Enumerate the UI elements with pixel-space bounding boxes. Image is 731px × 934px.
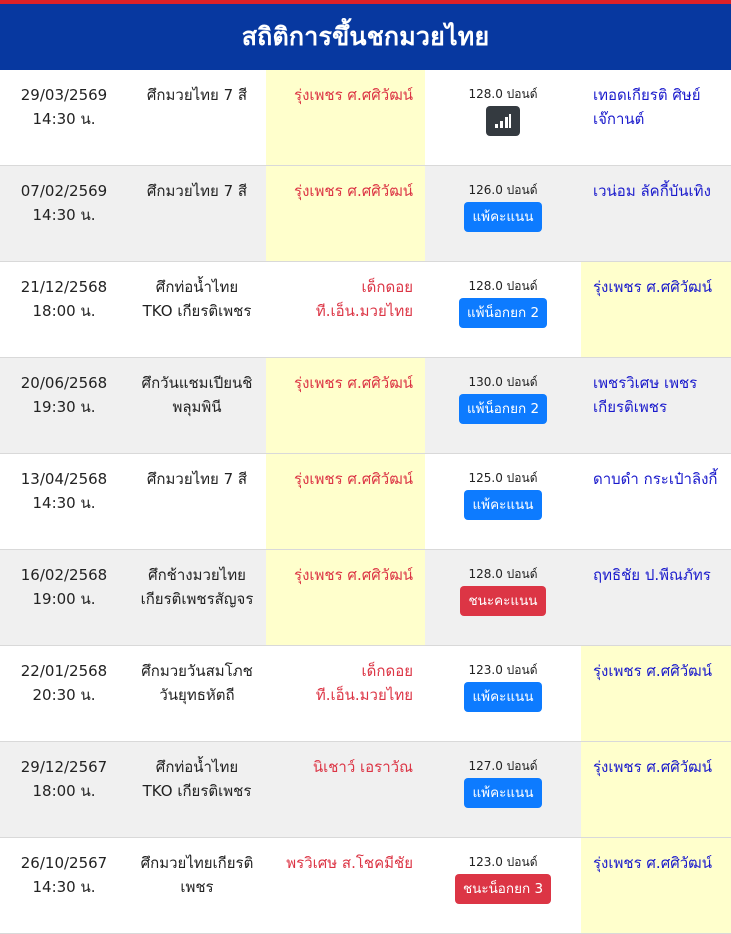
- result-holder: [425, 678, 581, 712]
- weight-result-cell: [425, 70, 581, 166]
- blue-corner-fighter-cell[interactable]: [581, 70, 731, 166]
- red-corner-fighter-cell[interactable]: [266, 70, 425, 166]
- result-holder: [425, 198, 581, 232]
- fight-time: 14:30 น.: [32, 494, 96, 512]
- fight-date: 29/03/2569: [20, 86, 108, 104]
- result-badge[interactable]: ชนะคะแนน: [460, 586, 545, 616]
- event-name-cell: [128, 646, 266, 742]
- result-holder: [425, 390, 581, 424]
- weight-result-cell: [425, 838, 581, 934]
- weight-class: 128.0 ปอนด์: [468, 279, 538, 293]
- red-corner-fighter-cell[interactable]: [266, 358, 425, 454]
- weight-result-cell: [425, 550, 581, 646]
- fighter-name: เกียรติเพชร: [593, 398, 668, 416]
- result-badge[interactable]: ชนะน็อกยก 3: [455, 874, 551, 904]
- fighter-name: ฤทธิชัย ป.พีณภัทร: [593, 566, 711, 584]
- weight-class: 128.0 ปอนด์: [468, 87, 538, 101]
- table-row: [0, 70, 731, 166]
- fighter-name: นิเชาว์ เอราวัณ: [312, 758, 413, 776]
- fight-date-cell: [0, 646, 128, 742]
- blue-corner-fighter-cell[interactable]: [581, 166, 731, 262]
- fighter-name: ที.เอ็น.มวยไทย: [315, 686, 413, 704]
- weight-result-cell: [425, 262, 581, 358]
- table-row: [0, 838, 731, 934]
- result-holder: [425, 102, 581, 136]
- fighter-name: เวน่อม ลัคกี้บันเทิง: [593, 182, 711, 200]
- event-name: ศึกมวยไทย 7 สี: [146, 86, 248, 104]
- fight-date: 22/01/2568: [20, 662, 108, 680]
- fight-time: 19:00 น.: [32, 590, 96, 608]
- result-badge[interactable]: แพ้คะแนน: [464, 202, 541, 232]
- event-name: TKO เกียรติเพชร: [142, 782, 252, 800]
- page-title: สถิติการขึ้นชกมวยไทย: [241, 22, 490, 51]
- fight-time: 20:30 น.: [32, 686, 96, 704]
- fighter-name: พรวิเศษ ส.โชคมีชัย: [286, 854, 413, 872]
- event-name-cell: [128, 166, 266, 262]
- event-name-cell: [128, 550, 266, 646]
- event-name: ศึกช้างมวยไทย: [148, 566, 246, 584]
- event-name: ศึกมวยวันสมโภช: [141, 662, 253, 680]
- event-name-cell: [128, 454, 266, 550]
- weight-class: 126.0 ปอนด์: [468, 183, 538, 197]
- event-name-cell: [128, 70, 266, 166]
- fight-date-cell: [0, 358, 128, 454]
- page-header: [0, 0, 731, 70]
- event-name: ศึกมวยไทย 7 สี: [146, 182, 248, 200]
- fighter-name: ดาบดำ กระเป๋าลิงกี้: [593, 470, 718, 488]
- result-badge[interactable]: แพ้คะแนน: [464, 490, 541, 520]
- bar-chart-icon[interactable]: [486, 106, 520, 136]
- fighter-name: รุ่งเพชร ศ.ศศิวัฒน์: [294, 566, 413, 584]
- red-corner-fighter-cell[interactable]: [266, 646, 425, 742]
- event-name: ศึกท่อน้ำไทย: [155, 278, 239, 296]
- fighter-name: รุ่งเพชร ศ.ศศิวัฒน์: [294, 374, 413, 392]
- fight-date-cell: [0, 70, 128, 166]
- red-corner-fighter-cell[interactable]: [266, 550, 425, 646]
- fighter-name: รุ่งเพชร ศ.ศศิวัฒน์: [294, 182, 413, 200]
- fight-date-cell: [0, 550, 128, 646]
- blue-corner-fighter-cell[interactable]: [581, 838, 731, 934]
- fighter-name: เด็กดอย: [361, 278, 413, 296]
- table-row: [0, 262, 731, 358]
- blue-corner-fighter-cell[interactable]: [581, 358, 731, 454]
- table-row: [0, 358, 731, 454]
- fight-time: 18:00 น.: [32, 302, 96, 320]
- fighter-name: เทอดเกียรติ ศิษย์: [593, 86, 701, 104]
- fight-date-cell: [0, 262, 128, 358]
- fight-time: 18:00 น.: [32, 782, 96, 800]
- event-name-cell: [128, 262, 266, 358]
- table-row: [0, 550, 731, 646]
- fight-date-cell: [0, 454, 128, 550]
- event-name: ศึกท่อน้ำไทย: [155, 758, 239, 776]
- table-row: [0, 646, 731, 742]
- fight-date-cell: [0, 742, 128, 838]
- result-holder: [425, 774, 581, 808]
- weight-class: 128.0 ปอนด์: [468, 567, 538, 581]
- event-name: TKO เกียรติเพชร: [142, 302, 252, 320]
- fighter-name: รุ่งเพชร ศ.ศศิวัฒน์: [593, 758, 712, 776]
- fight-date-cell: [0, 166, 128, 262]
- fight-date: 29/12/2567: [20, 758, 108, 776]
- table-row: [0, 166, 731, 262]
- red-corner-fighter-cell[interactable]: [266, 838, 425, 934]
- fight-history-table: [0, 70, 731, 934]
- fight-date: 21/12/2568: [20, 278, 108, 296]
- fight-history-body: [0, 70, 731, 934]
- result-holder: [425, 486, 581, 520]
- event-name-cell: [128, 838, 266, 934]
- fighter-name: รุ่งเพชร ศ.ศศิวัฒน์: [593, 854, 712, 872]
- weight-result-cell: [425, 646, 581, 742]
- fighter-name: ที.เอ็น.มวยไทย: [315, 302, 413, 320]
- weight-result-cell: [425, 454, 581, 550]
- fight-time: 19:30 น.: [32, 398, 96, 416]
- fight-date-cell: [0, 838, 128, 934]
- weight-class: 127.0 ปอนด์: [468, 759, 538, 773]
- fight-time: 14:30 น.: [32, 878, 96, 896]
- event-name: ศึกวันแชมเปียนชิ: [141, 374, 253, 392]
- fight-date: 16/02/2568: [20, 566, 108, 584]
- weight-class: 123.0 ปอนด์: [468, 663, 538, 677]
- fighter-name: เจ๊กานต์: [593, 110, 645, 128]
- blue-corner-fighter-cell[interactable]: [581, 646, 731, 742]
- blue-corner-fighter-cell[interactable]: [581, 742, 731, 838]
- weight-class: 130.0 ปอนด์: [468, 375, 538, 389]
- event-name: วันยุทธหัตถี: [159, 686, 235, 704]
- table-row: [0, 454, 731, 550]
- fight-time: 14:30 น.: [32, 206, 96, 224]
- result-badge[interactable]: แพ้คะแนน: [464, 682, 541, 712]
- event-name: พลุมพินี: [172, 398, 222, 416]
- table-row: [0, 742, 731, 838]
- event-name: เพชร: [180, 878, 214, 896]
- fight-time: 14:30 น.: [32, 110, 96, 128]
- red-corner-fighter-cell[interactable]: [266, 454, 425, 550]
- weight-result-cell: [425, 166, 581, 262]
- weight-class: 125.0 ปอนด์: [468, 471, 538, 485]
- red-corner-fighter-cell[interactable]: [266, 166, 425, 262]
- event-name: เกียรติเพชรสัญจร: [140, 590, 254, 608]
- fighter-name: รุ่งเพชร ศ.ศศิวัฒน์: [294, 470, 413, 488]
- event-name-cell: [128, 358, 266, 454]
- blue-corner-fighter-cell[interactable]: [581, 262, 731, 358]
- fight-date: 13/04/2568: [20, 470, 108, 488]
- weight-result-cell: [425, 358, 581, 454]
- event-name: ศึกมวยไทยเกียรติ: [140, 854, 254, 872]
- result-badge[interactable]: แพ้น็อกยก 2: [459, 298, 547, 328]
- blue-corner-fighter-cell[interactable]: [581, 550, 731, 646]
- result-badge[interactable]: แพ้คะแนน: [464, 778, 541, 808]
- fighter-name: รุ่งเพชร ศ.ศศิวัฒน์: [294, 86, 413, 104]
- fighter-name: รุ่งเพชร ศ.ศศิวัฒน์: [593, 662, 712, 680]
- result-holder: [425, 582, 581, 616]
- red-corner-fighter-cell[interactable]: [266, 262, 425, 358]
- event-name-cell: [128, 742, 266, 838]
- weight-class: 123.0 ปอนด์: [468, 855, 538, 869]
- result-holder: [425, 870, 581, 904]
- fight-date: 07/02/2569: [20, 182, 108, 200]
- blue-corner-fighter-cell[interactable]: [581, 454, 731, 550]
- weight-result-cell: [425, 742, 581, 838]
- result-badge[interactable]: แพ้น็อกยก 2: [459, 394, 547, 424]
- fighter-name: รุ่งเพชร ศ.ศศิวัฒน์: [593, 278, 712, 296]
- result-holder: [425, 294, 581, 328]
- fight-date: 26/10/2567: [20, 854, 108, 872]
- event-name: ศึกมวยไทย 7 สี: [146, 470, 248, 488]
- fighter-name: เพชรวิเศษ เพชร: [593, 374, 698, 392]
- red-corner-fighter-cell[interactable]: [266, 742, 425, 838]
- fighter-name: เด็กดอย: [361, 662, 413, 680]
- fight-date: 20/06/2568: [20, 374, 108, 392]
